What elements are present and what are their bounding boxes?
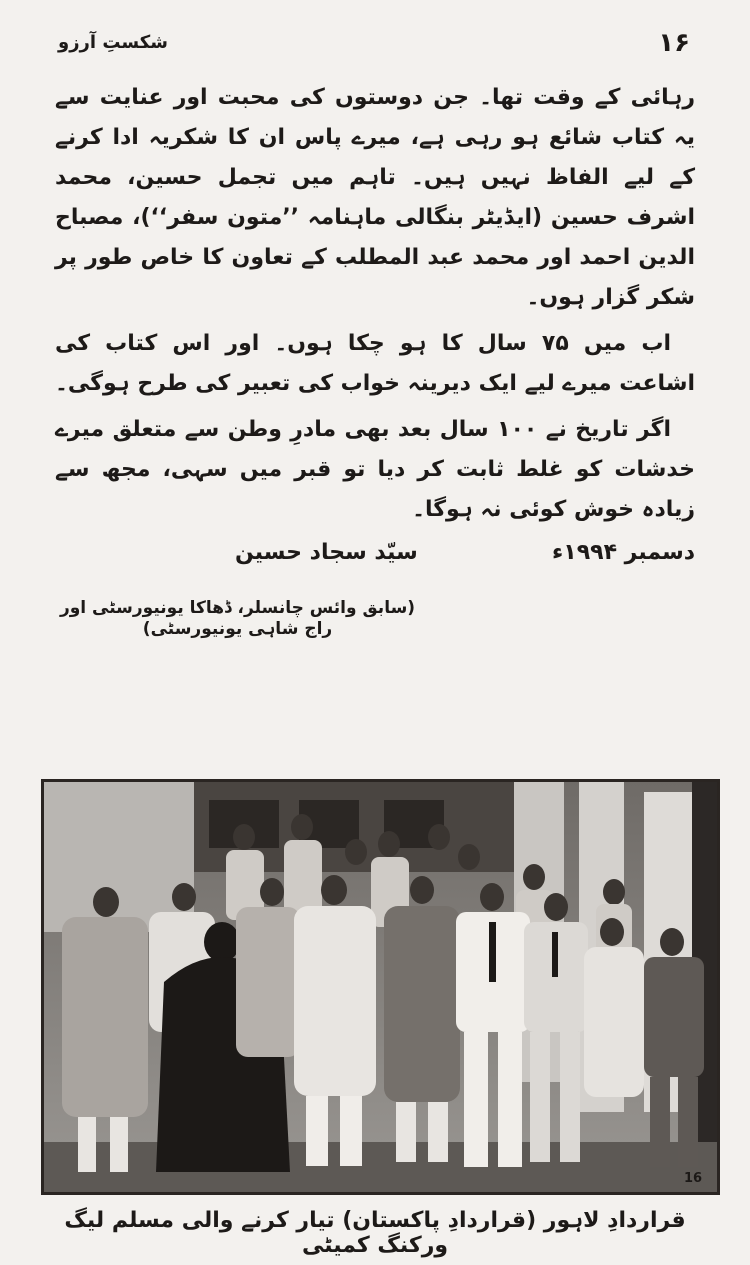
paragraph: اگر تاریخ نے ۱۰۰ سال بعد بھی مادرِ وطن سے متعلق میرے خدشات کو غلط ثابت کر دیا تو قبر میں سہی، مجھ سے زیادہ خوش کوئی نہ ہوگا۔ xyxy=(55,417,695,522)
page-number: ۱۶ xyxy=(658,28,690,58)
body-text xyxy=(55,78,695,536)
signature-date: دسمبر ۱۹۹۴ء xyxy=(552,540,695,565)
signature-title: (سابق وائس چانسلر، ڈھاکا یونیورسٹی اور راج شاہی یونیورسٹی) xyxy=(59,598,416,639)
running-header-title: شکستِ آرزو xyxy=(58,32,168,53)
group-photo xyxy=(41,779,720,1195)
paragraph: رہائی کے وقت تھا۔ جن دوستوں کی محبت اور عنایت سے یہ کتاب شائع ہو رہی ہے، میرے پاس ان کا شکریہ ادا کرنے کے لیے الفاظ نہیں ہیں۔ تاہم میں تجمل حسین، محمد اشرف حسین (ایڈیٹر بنگالی ماہنامہ ’’متون سفر‘‘)، مصباح الدین احمد اور محمد عبد المطلب کے تعاون کا خاص طور پر شکر گزار ہوں۔ xyxy=(55,85,695,310)
group-photo-image xyxy=(44,782,717,1192)
photo-caption: قراردادِ لاہور (قراردادِ پاکستان) تیار کرنے والی مسلم لیگ ورکنگ کمیٹی xyxy=(64,1208,686,1258)
signature-name: سیّد سجاد حسین xyxy=(235,540,418,565)
paragraph: اب میں ۷۵ سال کا ہو چکا ہوں۔ اور اس کتاب کی اشاعت میرے لیے ایک دیرینہ خواب کی تعبیر کی طرح ہوگی۔ xyxy=(55,331,695,396)
photo-corner-mark: 16 xyxy=(684,1171,703,1186)
signature-block xyxy=(55,540,695,580)
